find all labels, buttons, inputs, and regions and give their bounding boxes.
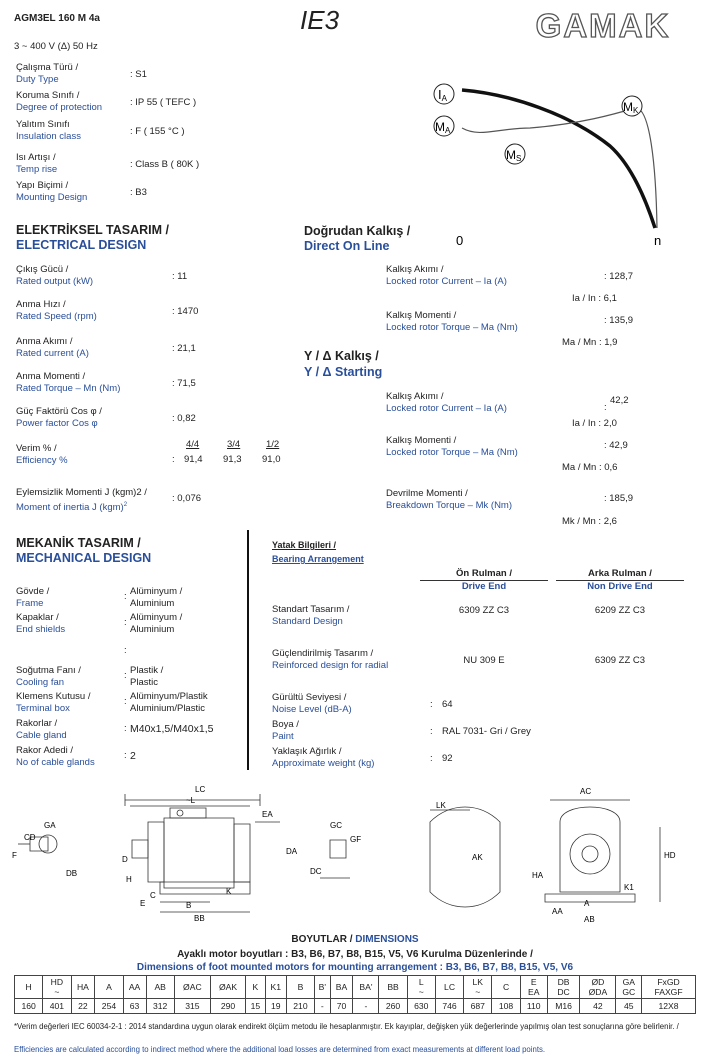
dim-value-cell: 108 [492, 999, 520, 1014]
dol-current-value: : 128,7 [604, 271, 634, 282]
dim-header-cell: LC [435, 976, 463, 999]
dim-value-cell: 12X8 [642, 999, 696, 1014]
mechanical-label: Rakor Adedi / No of cable glands [16, 745, 95, 768]
dim-label-gf: GF [350, 835, 362, 844]
dim-header-cell: BB [379, 976, 407, 999]
dim-value-cell: - [353, 999, 379, 1014]
noise-label: Gürültü Seviyesi / Noise Level (dB-A) [272, 692, 352, 715]
ms-label: MS [506, 148, 522, 163]
dimensions-header-row [15, 976, 696, 999]
yd-current-label: Kalkış Akımı / Locked rotor Current – Ia (A) [386, 391, 507, 414]
ia-label: IA [438, 87, 447, 103]
dim-label-dc: DC [310, 867, 322, 876]
dim-label-bb: BB [194, 914, 205, 923]
dim-value-cell: 315 [174, 999, 210, 1014]
electrical-value: : 11 [172, 271, 188, 282]
mechanical-label: Kapaklar / End shields [16, 612, 66, 635]
paint-colon: : [430, 726, 433, 737]
mechanical-colon: : [124, 617, 127, 628]
general-value: : IP 55 ( TEFC ) [130, 97, 197, 108]
mechanical-value: Alüminyum/Plastik Aluminium/Plastic [130, 691, 208, 714]
dim-value-cell: 746 [435, 999, 463, 1014]
efficiency-3-4: 91,3 [223, 454, 242, 465]
dim-value-cell: 401 [43, 999, 71, 1014]
inertia-value: : 0,076 [172, 493, 202, 504]
mechanical-colon: : [124, 591, 127, 602]
dim-value-cell: 70 [330, 999, 353, 1014]
mechanical-colon: : [124, 696, 127, 707]
efficiency-colon: : [172, 454, 175, 465]
dim-label-f: F [12, 851, 17, 860]
efficiency-header-full: 4/4 [186, 439, 200, 450]
mechanical-colon: : [124, 750, 127, 761]
dim-value-cell: 63 [123, 999, 146, 1014]
dim-value-cell: 19 [265, 999, 286, 1014]
dim-label-ga: GA [44, 821, 56, 830]
dim-label-e: E [140, 899, 146, 908]
dim-label-c: C [150, 891, 156, 900]
dim-label-gc: GC [330, 821, 342, 830]
noise-value: 64 [442, 699, 453, 710]
dim-header-cell: K1 [265, 976, 286, 999]
general-label: Yapı Biçimi / Mounting Design [16, 180, 88, 203]
x-origin-label: 0 [456, 233, 464, 248]
noise-colon: : [430, 699, 433, 710]
yd-title-en: Y / Δ Starting [304, 365, 383, 379]
mechanical-value: Alüminyum / Aluminium [130, 612, 183, 635]
dim-label-a: A [584, 899, 590, 908]
dol-current-label: Kalkış Akımı / Locked rotor Current – Ia (A) [386, 264, 507, 287]
dim-value-cell: 42 [580, 999, 616, 1014]
electrical-label: Güç Faktörü Cos φ / Power factor Cos φ [16, 406, 102, 429]
efficiency-half: 91,0 [262, 454, 281, 465]
yd-current-colon: : [604, 402, 607, 413]
breakdown-torque-ratio: Mk / Mn : 2,6 [562, 516, 617, 527]
general-label: Koruma Sınıfı / Degree of protection [16, 90, 103, 113]
dim-label-ea: EA [262, 810, 273, 819]
dim-label-b: B [186, 901, 192, 910]
dol-torque-label: Kalkış Momenti / Locked rotor Torque – Ma (Nm) [386, 310, 518, 333]
dim-header-cell: K [246, 976, 265, 999]
dim-value-cell: 110 [520, 999, 547, 1014]
electrical-title-en: ELECTRICAL DESIGN [16, 238, 147, 252]
general-label: Yalıtım Sınıfı Insulation class [16, 119, 81, 142]
footnote-en: Efficiencies are calculated according to indirect method where the additional load losses are determined from exact measurements at different load points. [14, 1045, 546, 1054]
dim-header-cell: C [492, 976, 520, 999]
dim-label-lc: LC [195, 785, 206, 794]
mk-label: MK [623, 100, 639, 115]
dol-current-ratio: Ia / In : 6,1 [572, 293, 617, 304]
mechanical-title-en: MECHANICAL DESIGN [16, 551, 152, 565]
dim-value-cell: 160 [15, 999, 43, 1014]
electrical-title-tr: ELEKTRİKSEL TASARIM / [16, 223, 170, 237]
efficiency-label: Verim % / Efficiency % [16, 443, 68, 466]
general-value: : S1 [130, 69, 147, 80]
dim-label-h: H [126, 875, 132, 884]
dim-header-cell: BA [330, 976, 353, 999]
supply-voltage: 3 ~ 400 V (Δ) 50 Hz [14, 41, 98, 52]
mechanical-value: Alüminyum / Aluminium [130, 586, 183, 609]
general-value: : B3 [130, 187, 147, 198]
dim-value-cell: 630 [407, 999, 435, 1014]
dim-value-cell: M16 [547, 999, 580, 1014]
gamak-logo [510, 8, 696, 42]
dimensions-value-row [15, 999, 696, 1014]
electrical-label: Anma Hızı / Rated Speed (rpm) [16, 299, 97, 322]
dim-header-cell: AA [123, 976, 146, 999]
inertia-label: Eylemsizlik Momenti J (kgm)2 / Moment of inertia J (kgm)$^2$ [16, 487, 147, 514]
dim-header-cell: A [95, 976, 123, 999]
dim-label-l: ~L [186, 796, 196, 805]
dim-header-cell: ØAC [174, 976, 210, 999]
dim-value-cell: - [315, 999, 330, 1014]
mechanical-label: Klemens Kutusu / Terminal box [16, 691, 91, 714]
x-end-label: n [654, 233, 662, 248]
general-value: : Class B ( 80K ) [130, 159, 200, 170]
dim-value-cell: 22 [71, 999, 95, 1014]
electrical-value: : 71,5 [172, 378, 196, 389]
efficiency-class: IE3 [300, 5, 340, 35]
dim-label-d: D [122, 855, 128, 864]
dim-header-cell: BA' [353, 976, 379, 999]
mechanical-label: Rakorlar / Cable gland [16, 718, 67, 741]
dim-label-k1: K1 [624, 883, 634, 892]
dim-value-cell: 687 [464, 999, 492, 1014]
dim-label-ak: AK [472, 853, 483, 862]
dim-header-cell: H [15, 976, 43, 999]
dim-header-cell: HA [71, 976, 95, 999]
electrical-value: : 0,82 [172, 413, 196, 424]
reinforced-design-label: Güçlendirilmiş Tasarım / Reinforced design for radial [272, 648, 389, 671]
mechanical-value: Plastik / Plastic [130, 665, 164, 688]
dim-label-da: DA [286, 847, 298, 856]
yd-current-ratio: Ia / In : 2,0 [572, 418, 617, 429]
mechanical-title-tr: MEKANİK TASARIM / [16, 536, 141, 550]
standard-de-bearing: 6309 ZZ C3 [458, 605, 510, 616]
electrical-label: Çıkış Gücü / Rated output (kW) [16, 264, 94, 287]
mechanical-label: Soğutma Fanı / Cooling fan [16, 665, 81, 688]
electrical-value: : 1470 [172, 306, 199, 317]
dim-label-ha: HA [532, 871, 544, 880]
dol-title-en: Direct On Line [304, 239, 390, 253]
yd-torque-value: : 42,9 [604, 440, 628, 451]
ma-label: MA [435, 120, 451, 135]
reinforced-de-bearing: NU 309 E [463, 655, 505, 666]
dim-label-ac: AC [580, 787, 592, 796]
dimensions-title: BOYUTLAR / DIMENSIONS [291, 934, 419, 945]
dol-torque-value: : 135,9 [604, 315, 634, 326]
dim-label-hd: HD [664, 851, 676, 860]
general-value: : F ( 155 °C ) [130, 126, 185, 137]
mechanical-colon: : [124, 670, 127, 681]
dim-header-cell: E EA [520, 976, 547, 999]
dimensions-subtitle-tr: Ayaklı motor boyutları : B3, B6, B7, B8, B15, V5, V6 Kurulma Düzenlerinde / [177, 949, 533, 960]
paint-value: RAL 7031- Gri / Grey [442, 726, 531, 737]
dim-label-aa: AA [552, 907, 563, 916]
reinforced-nde-bearing: 6309 ZZ C3 [594, 655, 646, 666]
mechanical-value: M40x1,5/M40x1,5 [130, 723, 214, 735]
standard-design-label: Standart Tasarım / Standard Design [272, 604, 350, 627]
efficiency-full: 91,4 [184, 454, 203, 465]
footnote-tr: *Verim değerleri IEC 60034-2-1 : 2014 standardına uygun olarak endirekt ölçüm metodu ile hesaplanmıştır. Ek kayıplar, değişken yük değerlerinde yapılmış olan test sonuçlarına göre belirlenir. / [14, 1022, 679, 1031]
yd-current-value: 42,2 [610, 395, 629, 406]
drive-end-header: Ön Rulman / Drive End [420, 568, 548, 593]
dim-header-cell: FxGD FAXGF [642, 976, 696, 999]
mechanical-colon: : [124, 723, 127, 734]
dim-value-cell: 254 [95, 999, 123, 1014]
non-drive-end-header: Arka Rulman / Non Drive End [556, 568, 684, 593]
dimensions-subtitle-en: Dimensions of foot mounted motors for mounting arrangement : B3, B6, B7, B8, B15, V5, V6 [136, 962, 574, 973]
electrical-label: Anma Akımı / Rated current (A) [16, 336, 89, 359]
dim-header-cell: GA GC [616, 976, 642, 999]
dim-label-cd: CD [24, 833, 36, 842]
dim-header-cell: DB DC [547, 976, 580, 999]
standard-nde-bearing: 6209 ZZ C3 [594, 605, 646, 616]
breakdown-torque-label: Devrilme Momenti / Breakdown Torque – Mk (Nm) [386, 488, 513, 511]
efficiency-header-half: 1/2 [266, 439, 280, 450]
dol-torque-ratio: Ma / Mn : 1,9 [562, 337, 618, 348]
general-label: Çalışma Türü / Duty Type [16, 62, 79, 85]
svg-text:GAMAK: GAMAK [535, 8, 671, 42]
bearing-title-en: Bearing Arrangement [272, 554, 364, 564]
dim-header-cell: ØAK [210, 976, 245, 999]
dim-header-cell: L ~ [407, 976, 435, 999]
dim-label-db: DB [66, 869, 78, 878]
dim-value-cell: 290 [210, 999, 245, 1014]
efficiency-header-3-4: 3/4 [227, 439, 241, 450]
weight-colon: : [430, 753, 433, 764]
breakdown-torque-value: : 185,9 [604, 493, 634, 504]
dol-title-tr: Doğrudan Kalkış / [304, 224, 411, 238]
yd-title-tr: Y / Δ Kalkış / [304, 349, 379, 363]
dim-header-cell: B' [315, 976, 330, 999]
electrical-value: : 21,1 [172, 343, 196, 354]
dim-label-ab: AB [584, 915, 595, 924]
dim-label-k: K [226, 887, 232, 896]
dim-value-cell: 45 [616, 999, 642, 1014]
mechanical-label: Gövde / Frame [16, 586, 50, 609]
electrical-label: Anma Momenti / Rated Torque – Mn (Nm) [16, 371, 121, 394]
weight-value: 92 [442, 753, 453, 764]
motor-dimension-drawing [0, 782, 710, 932]
dim-header-cell: ØD ØDA [580, 976, 616, 999]
dimensions-table [14, 975, 696, 1014]
yd-torque-label: Kalkış Momenti / Locked rotor Torque – Ma (Nm) [386, 435, 518, 458]
dim-header-cell: HD ~ [43, 976, 71, 999]
dim-header-cell: B [286, 976, 314, 999]
dim-value-cell: 210 [286, 999, 314, 1014]
dim-value-cell: 312 [146, 999, 174, 1014]
bearing-title-tr: Yatak Bilgileri / [272, 540, 337, 550]
paint-label: Boya / Paint [272, 719, 299, 742]
dim-header-cell: AB [146, 976, 174, 999]
weight-label: Yaklaşık Ağırlık / Approximate weight (kg) [272, 746, 375, 769]
dim-value-cell: 15 [246, 999, 265, 1014]
general-label: Isı Artışı / Temp rise [16, 152, 58, 175]
mechanical-value: 2 [130, 750, 136, 762]
section-divider [247, 530, 249, 770]
dim-value-cell: 260 [379, 999, 407, 1014]
mechanical-spare-colon: : [124, 645, 127, 656]
yd-torque-ratio: Ma / Mn : 0,6 [562, 462, 618, 473]
model-name: AGM3EL 160 M 4a [14, 13, 100, 24]
torque-current-chart [430, 46, 666, 250]
dim-header-cell: LK ~ [464, 976, 492, 999]
dim-label-lk: LK [436, 801, 446, 810]
